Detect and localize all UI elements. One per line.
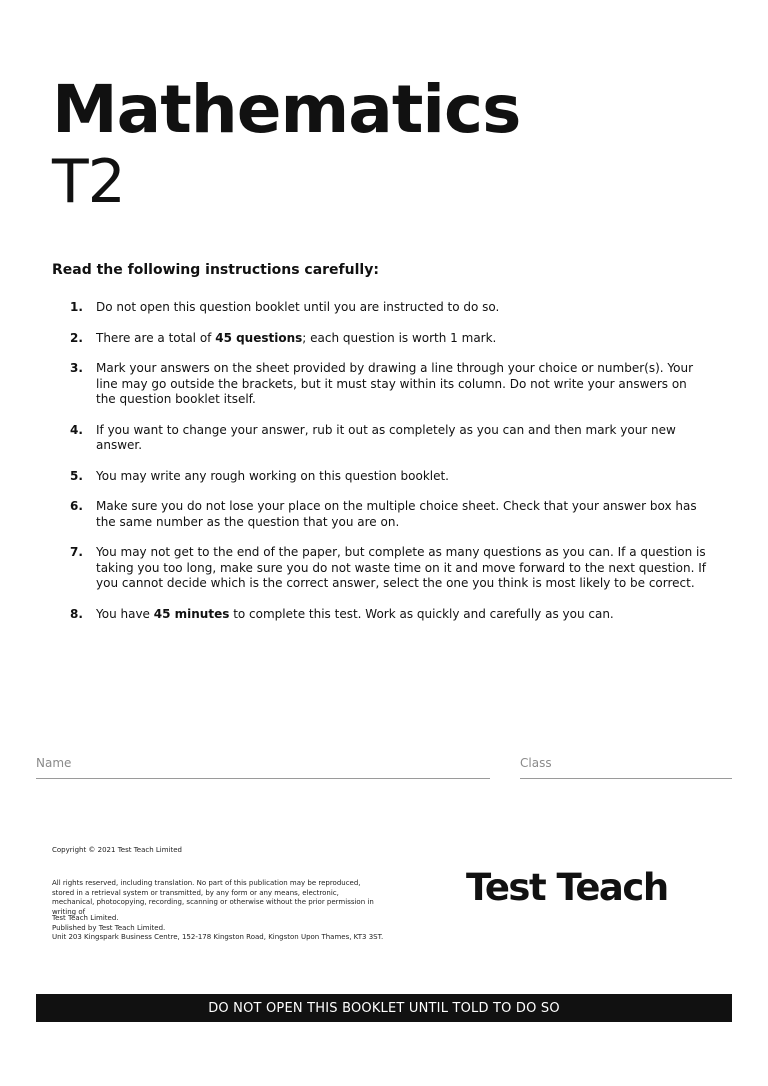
instruction-item [70, 300, 710, 316]
class-label: Class [520, 756, 552, 770]
instruction-list [70, 300, 710, 637]
instruction-emphasis: 45 questions [215, 330, 303, 345]
instruction-number: 5. [70, 468, 83, 483]
paper-code: T2 [52, 147, 125, 217]
publisher-address: Unit 203 Kingspark Business Centre, 152-178 Kingston Road, Kingston Upon Thames, KT3 3ST. [52, 933, 384, 941]
instructions-heading: Read the following instructions carefully: [52, 262, 379, 278]
instruction-emphasis: 45 minutes [153, 606, 230, 621]
instruction-text-end: to complete this test. Work as quickly and carefully as you can. [229, 606, 614, 621]
instruction-number: 2. [70, 330, 83, 345]
warning-banner-text: DO NOT OPEN THIS BOOKLET UNTIL TOLD TO DO SO [208, 1000, 560, 1016]
instruction-number: 8. [70, 606, 83, 621]
instruction-item [70, 499, 710, 530]
rights-notice: All rights reserved, including translation. No part of this publication may be reproduced, stored in a retrieval system or transmitted, by any form or any means, electronic, mechanical, photocopying, recording, scanning or otherwise without the prior permission in writing of [52, 879, 374, 916]
class-field[interactable] [520, 752, 732, 779]
copyright-notice: Copyright © 2021 Test Teach Limited [52, 846, 182, 854]
instruction-text: Make sure you do not lose your place on the multiple choice sheet. Check that your answer box has the same number as the question that you are on. [96, 499, 697, 529]
instruction-item [70, 607, 710, 623]
instruction-text: Mark your answers on the sheet provided by drawing a line through your choice or number(s). Your line may go outside the brackets, but it must stay within its column. Do not write your answers on the question booklet itself. [96, 361, 693, 406]
warning-banner [36, 994, 732, 1022]
publisher-info [52, 914, 412, 943]
name-field[interactable] [36, 752, 490, 779]
instruction-item [70, 423, 710, 454]
instruction-text: If you want to change your answer, rub it out as completely as you can and then mark your new answer. [96, 422, 676, 452]
name-label: Name [36, 756, 72, 770]
instruction-item [70, 331, 710, 347]
instruction-text-end: ; each question is worth 1 mark. [302, 330, 497, 345]
instruction-item [70, 361, 710, 408]
instruction-number: 7. [70, 545, 83, 559]
publisher-line: Published by Test Teach Limited. [52, 923, 166, 932]
instruction-number: 6. [70, 499, 83, 513]
instruction-number: 1. [70, 300, 83, 314]
instruction-number: 3. [70, 361, 83, 375]
instruction-text: There are a total of [96, 330, 216, 345]
instruction-text: You have [96, 606, 154, 621]
instruction-text: Do not open this question booklet until you are instructed to do so. [96, 300, 500, 314]
instruction-text: You may not get to the end of the paper, but complete as many questions as you can. If a question is taking you too long, make sure you do not waste time on it and move forward to the next question. If you cannot decide which is the correct answer, select the one you think is most likely to be correct. [96, 545, 706, 590]
publisher-line: Test Teach Limited. [52, 914, 119, 922]
instruction-item [70, 545, 710, 592]
instruction-text: You may write any rough working on this question booklet. [96, 468, 449, 483]
instruction-item [70, 469, 710, 485]
brand-logo: Test Teach [466, 866, 668, 909]
instruction-number: 4. [70, 422, 83, 437]
page-title: Mathematics [52, 71, 521, 148]
